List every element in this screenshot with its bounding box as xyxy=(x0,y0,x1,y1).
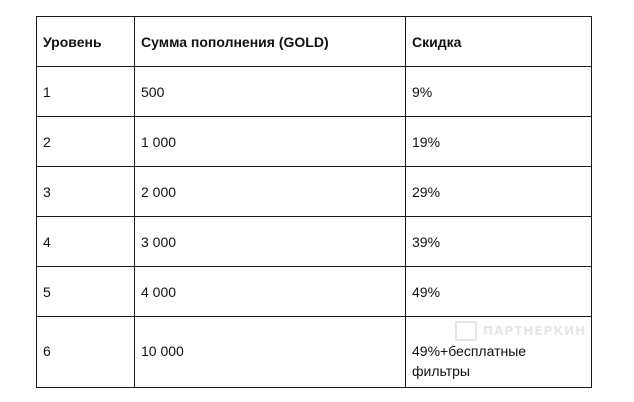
cell-discount: 39% xyxy=(406,217,592,267)
cell-amount: 1 000 xyxy=(135,117,406,167)
table-row xyxy=(37,117,592,167)
table-row xyxy=(37,267,592,317)
header-topup-amount: Сумма пополнения (GOLD) xyxy=(135,17,406,67)
table-header-row xyxy=(37,17,592,67)
header-level: Уровень xyxy=(37,17,135,67)
table-row xyxy=(37,167,592,217)
cell-discount: 19% xyxy=(406,117,592,167)
table-row xyxy=(37,67,592,117)
table-row xyxy=(37,217,592,267)
header-discount: Скидка xyxy=(406,17,592,67)
cell-amount: 3 000 xyxy=(135,217,406,267)
cell-discount: 49%+бесплатные фильтры xyxy=(406,317,592,388)
cell-amount: 10 000 xyxy=(135,317,406,388)
cell-level: 2 xyxy=(37,117,135,167)
cell-discount: 49% xyxy=(406,267,592,317)
cell-level: 1 xyxy=(37,67,135,117)
discount-levels-table xyxy=(36,16,592,388)
cell-level: 6 xyxy=(37,317,135,388)
cell-amount: 4 000 xyxy=(135,267,406,317)
cell-amount: 2 000 xyxy=(135,167,406,217)
cell-amount: 500 xyxy=(135,67,406,117)
cell-discount: 29% xyxy=(406,167,592,217)
watermark-text: ПАРТНЕРКИН xyxy=(483,324,587,338)
cell-level: 5 xyxy=(37,267,135,317)
cell-level: 4 xyxy=(37,217,135,267)
cell-level: 3 xyxy=(37,167,135,217)
table-row xyxy=(37,317,592,388)
cell-discount: 9% xyxy=(406,67,592,117)
